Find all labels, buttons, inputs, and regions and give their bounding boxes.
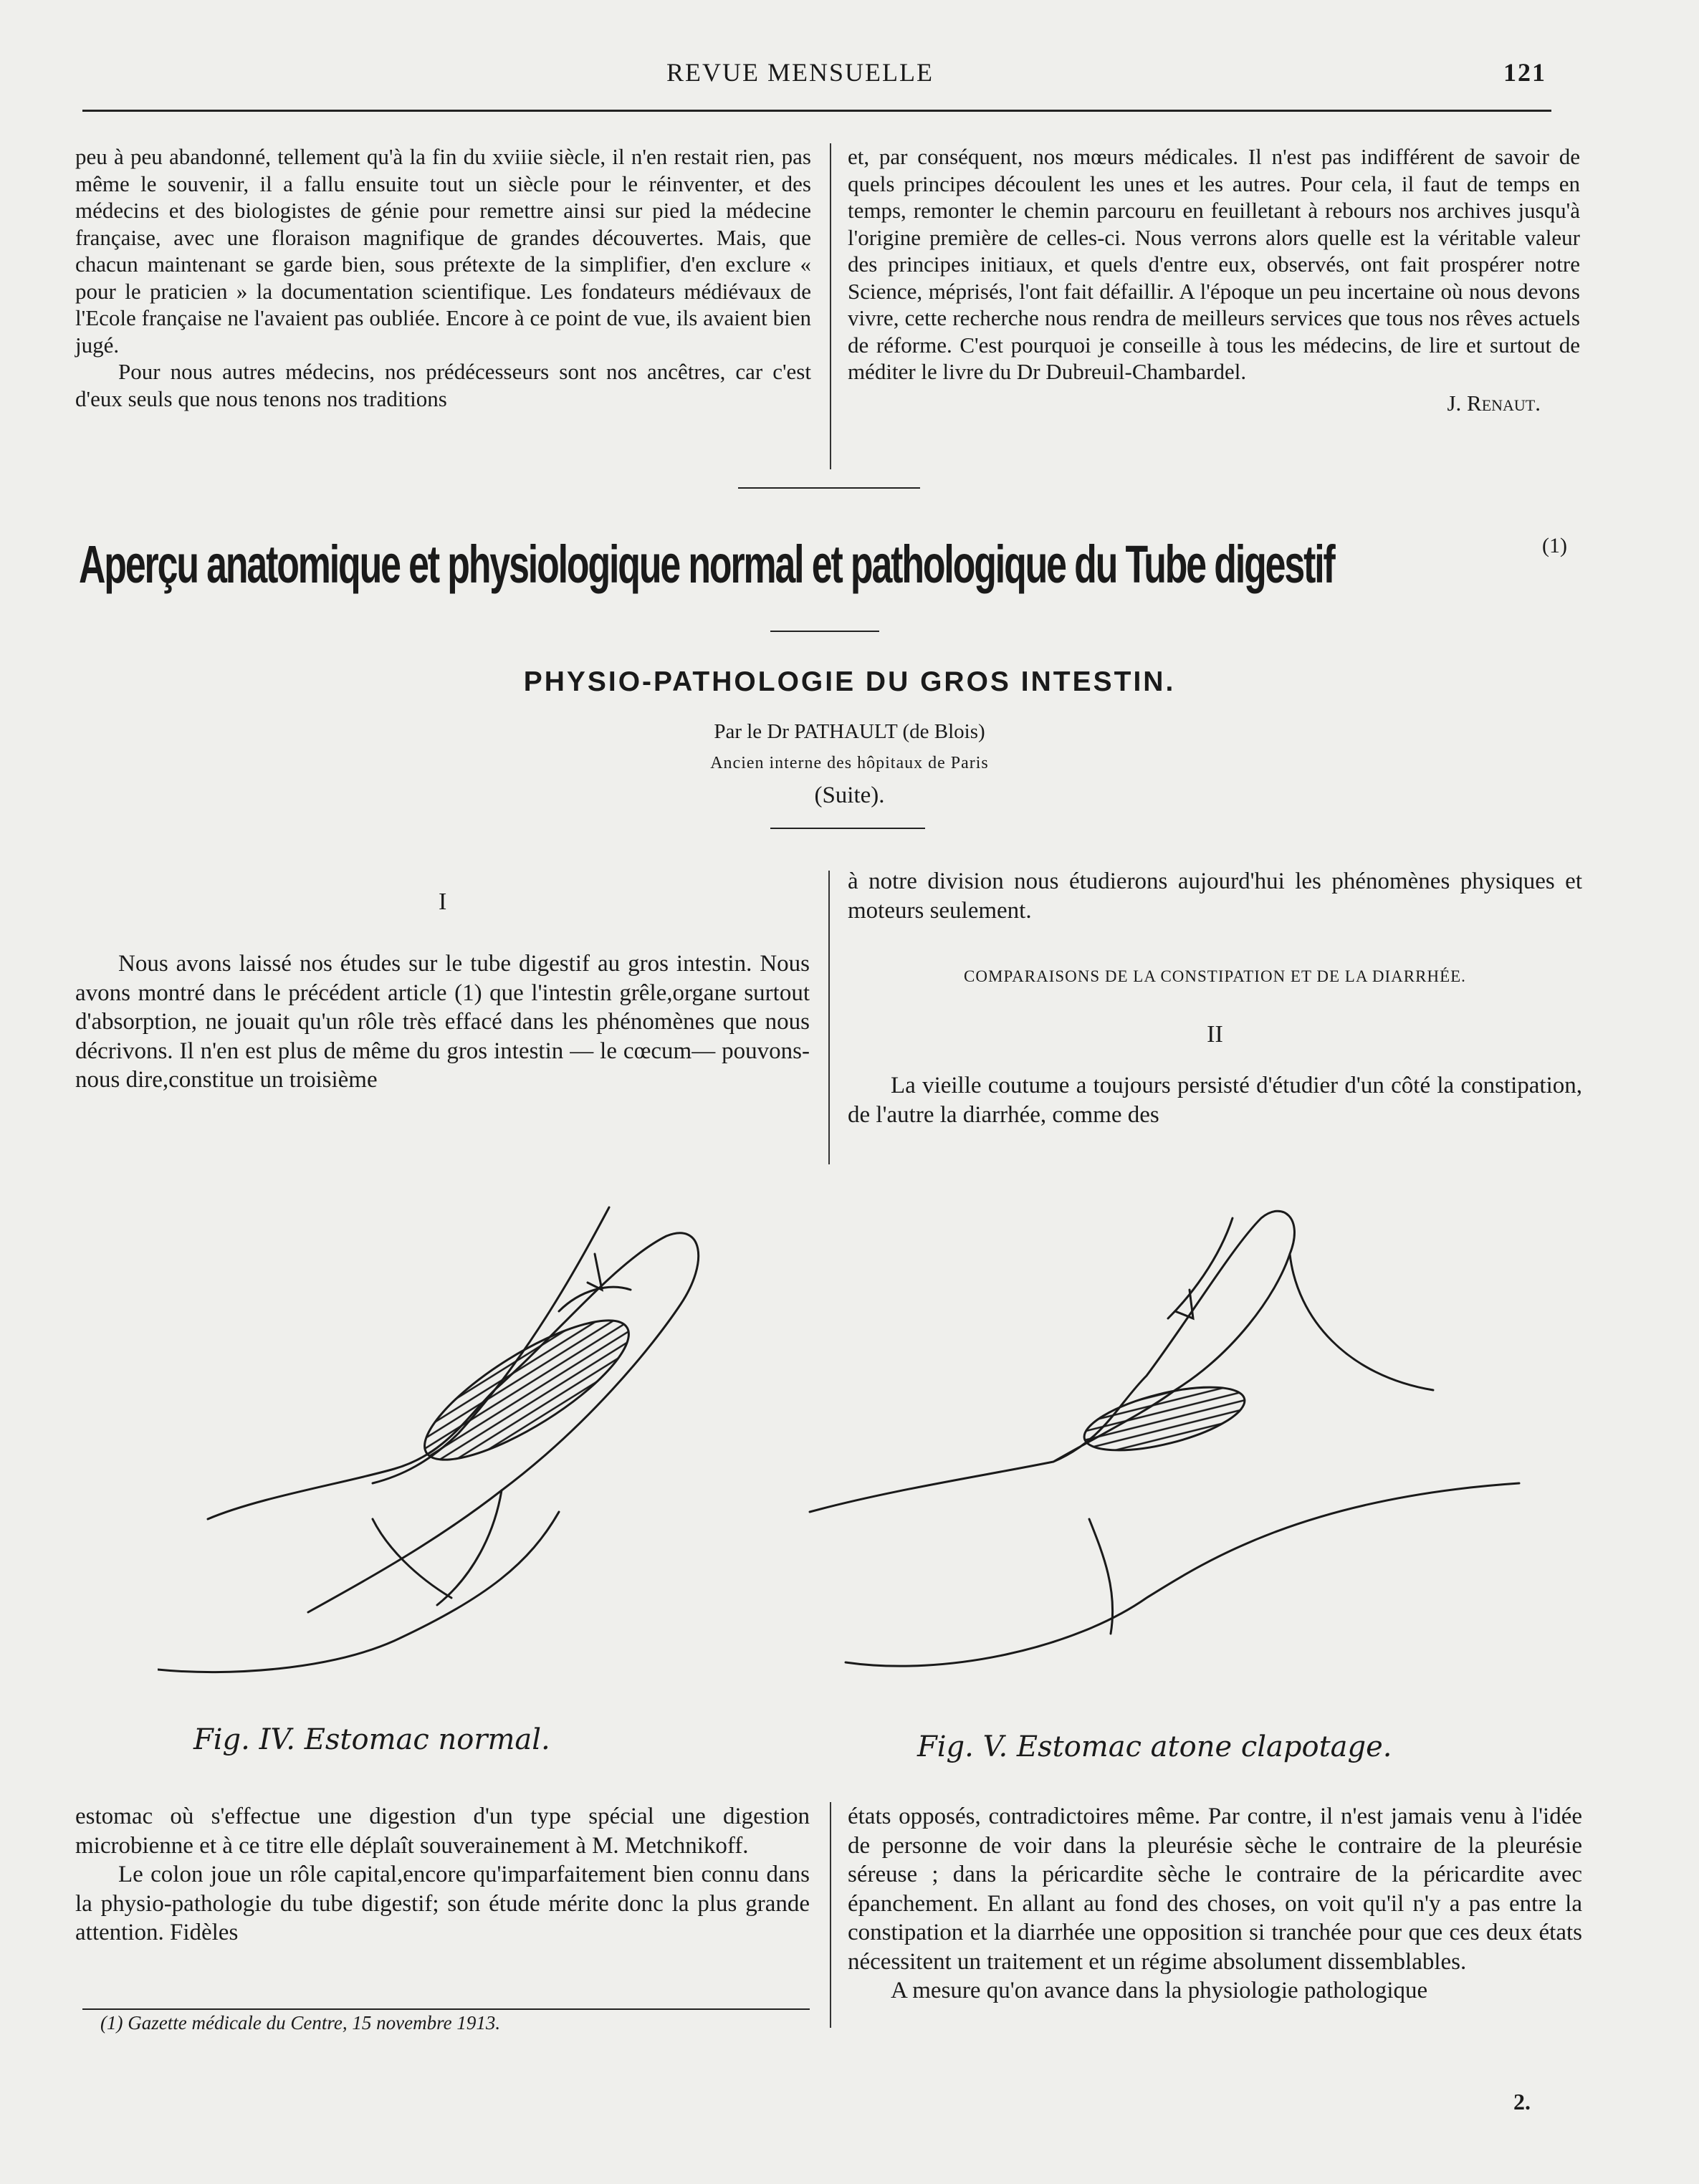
outline-stroke (1089, 1519, 1113, 1634)
footnote: (1) Gazette médicale du Centre, 15 novembre 1913. (100, 2012, 501, 2034)
outline-stroke (373, 1519, 451, 1598)
figure-v-caption: Fig. V. Estomac atone clapotage. (917, 1730, 1392, 1763)
paragraph: estomac où s'effectue une digestion d'un type spécial une digestion microbienne et à ce titre elle déplaît souverainement à M. Metchnikoff. (75, 1804, 810, 1859)
title-footnote-ref: (1) (1542, 534, 1567, 557)
figure-iv-drawing (158, 1175, 803, 1720)
outline-stroke (437, 1490, 502, 1605)
suite-label: (Suite). (814, 782, 885, 808)
outline-stroke (846, 1483, 1519, 1666)
paragraph: A mesure qu'on avance dans la physiologie pathologique (891, 1978, 1428, 2003)
paragraph: et, par conséquent, nos mœurs médicales. Il n'est pas indifférent de savoir de quels principes découlent les unes et les autres. Pour cela, il faut de temps en temps, remonter le chemin parcouru en feuilletant à rebours nos archives jusqu'à l'origine première de celles-ci. Nous verrons alors quelle est la véritable valeur des principes initiaux, et quels d'entre eux, observés, ont fait prospérer notre Science, méprisés, l'ont fait défaillir. A l'époque un peu incertaine où nous devons vivre, cette recherche nous rendra de meilleurs services que tous nos rêves actuels de réforme. C'est pourquoi je conseille à tous les médecins, de lire et surtout de méditer le livre du Dr Dubreuil-Chambardel. (848, 144, 1580, 384)
outline-stroke (1290, 1254, 1433, 1390)
article-subtitle: PHYSIO-PATHOLOGIE DU GROS INTESTIN. (523, 666, 1176, 697)
column-divider (828, 871, 830, 1164)
paragraph: Le colon joue un rôle capital,encore qu'imparfaitement bien connu dans la physio-pathologie du tube digestif; son étude mérite donc la plus grande attention. Fidèles (75, 1862, 810, 1945)
suite-rule (770, 828, 925, 829)
section-rule (738, 487, 920, 489)
section-heading: COMPARAISONS DE LA CONSTIPATION ET DE LA DIARRHÉE. (964, 967, 1466, 985)
top-left-column (75, 143, 811, 412)
section-numeral-i: I (439, 889, 447, 915)
outline-stroke (810, 1211, 1294, 1512)
bottom-right-column (848, 1802, 1582, 2006)
signature-mark: 2. (1513, 2089, 1531, 2114)
outline-stroke (158, 1512, 559, 1672)
affiliation: Ancien interne des hôpitaux de Paris (710, 754, 989, 772)
paragraph: peu à peu abandonné, tellement qu'à la fin du xviiie siècle, il n'en restait rien, pas même le souvenir, il a fallu ensuite tout un siècle pour le réinventer, et des médecins et des biologistes de génie pour remettre ainsi sur pied la médecine française, avec une floraison magnifique de grandes découvertes. Mais, que chacun maintenant se garde bien, sous prétexte de la simplifier, d'en exclure « pour le praticien » la documentation scientifique. Les fondateurs médiévaux de l'Ecole française ne l'avaient pas oubliée. Encore à ce point de vue, ils avaient bien jugé. (75, 144, 811, 358)
running-title: REVUE MENSUELLE (666, 58, 934, 87)
byline: Par le Dr PATHAULT (de Blois) (714, 720, 985, 743)
outline-stroke (588, 1254, 602, 1290)
bottom-left-column (75, 1802, 810, 1948)
figure-v-drawing (803, 1175, 1541, 1677)
column-divider (830, 1802, 831, 2028)
outline-stroke (559, 1287, 631, 1311)
paragraph: La vieille coutume a toujours persisté d'étudier d'un côté la constipation, de l'autre la diarrhée, comme des (848, 1073, 1582, 1128)
section2-right-column (848, 1071, 1582, 1129)
figure-iv-caption: Fig. IV. Estomac normal. (193, 1723, 550, 1756)
footnote-rule (82, 2008, 810, 2010)
article-title: Aperçu anatomique et physiologique normal et pathologique du Tube digestif (79, 535, 1334, 594)
section1-left-column (75, 949, 810, 1095)
page-number: 121 (1503, 58, 1546, 87)
column-divider (830, 143, 831, 469)
paragraph: états opposés, contradictoires même. Par contre, il n'est jamais venu à l'idée de personne de voir dans la pleurésie sèche le contraire de la pleurésie séreuse ; dans la péricardite sèche le contraire de la péricardite avec épanchement. En allant au fond des choses, on voit qu'il n'y a pas entre la constipation et la diarrhée une opposition si tranchée pour que ces deux états nécessitent un traitement et un régime absolument dissemblables. (848, 1804, 1582, 1975)
section1-right-column (848, 867, 1582, 925)
paragraph: Nous avons laissé nos études sur le tube digestif au gros intestin. Nous avons montré dans le précédent article (1) que l'intestin grêle,organe surtout d'absorption, ne jouait qu'un rôle très effacé dans les phénomènes que nous décrivons. Il n'en est plus de même du gros intestin — le cœcum— pouvons-nous dire,constitue un troisième (75, 951, 810, 1093)
hatched-stomach (1078, 1374, 1250, 1463)
signature: J. Renaut. (1447, 390, 1541, 416)
title-rule (770, 631, 879, 632)
hatched-stomach (408, 1297, 646, 1483)
section-numeral-ii: II (1207, 1021, 1223, 1048)
header-rule (82, 110, 1551, 112)
paragraph: à notre division nous étudierons aujourd'hui les phénomènes physiques et moteurs seulement. (848, 868, 1582, 924)
paragraph: Pour nous autres médecins, nos prédécesseurs sont nos ancêtres, car c'est d'eux seuls que nous tenons nos traditions (75, 359, 811, 411)
top-right-column (848, 143, 1580, 416)
